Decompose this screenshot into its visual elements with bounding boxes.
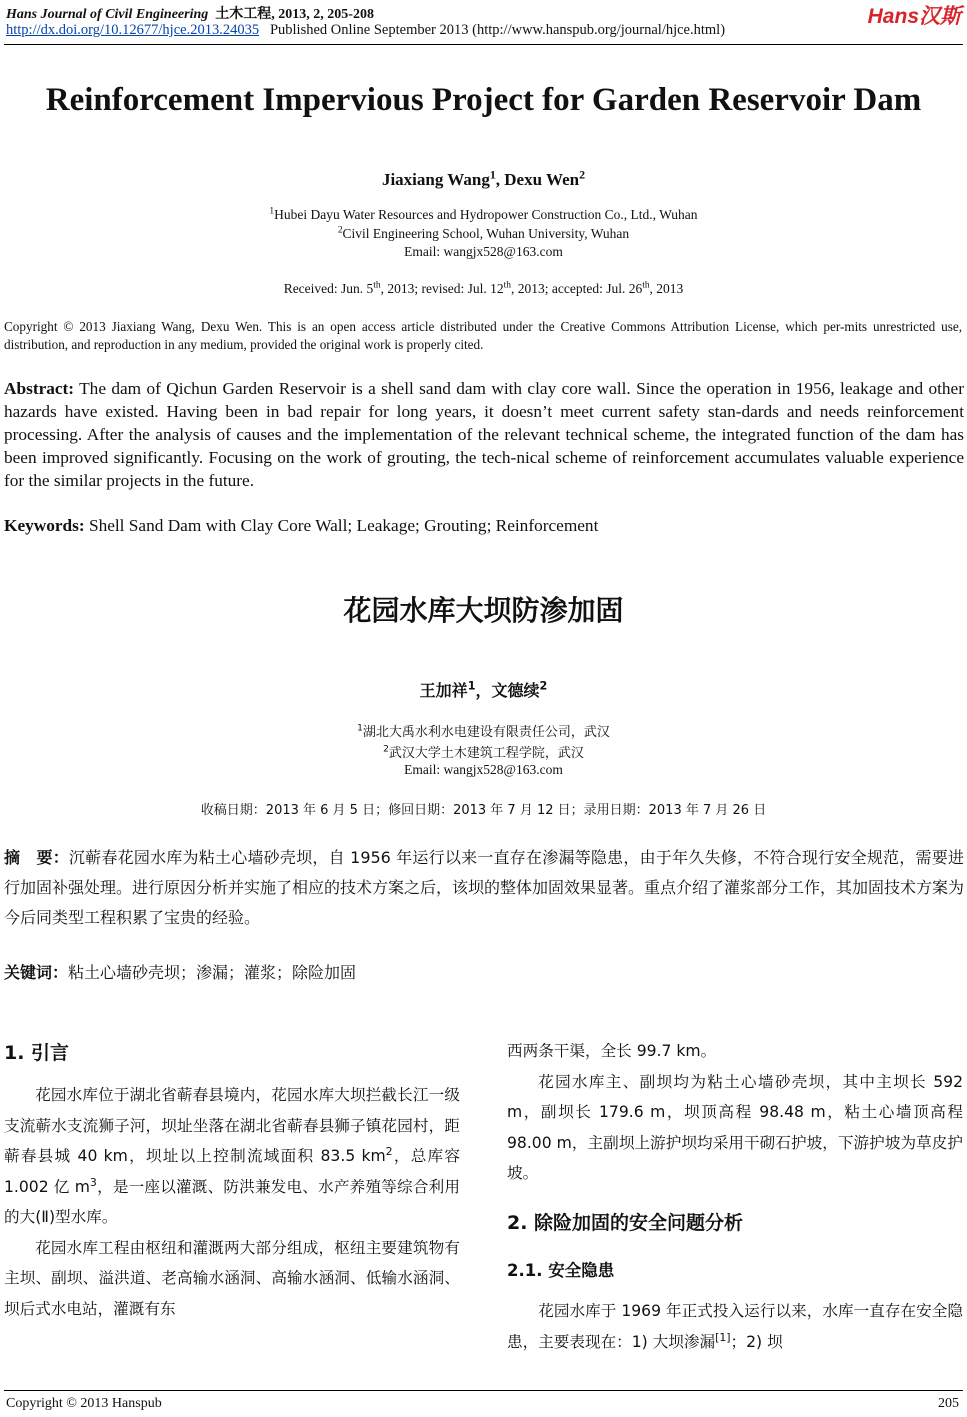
paragraph — [4, 1080, 460, 1233]
accepted-date: , 2013; accepted: Jul. 26 — [510, 281, 643, 296]
year: , 2013 — [649, 281, 684, 296]
author-affil-mark: 1 — [467, 679, 476, 693]
author-separator: ， — [475, 681, 492, 700]
right-column — [507, 1036, 963, 1189]
footer-rule — [4, 1390, 963, 1391]
paragraph-text: 花园水库于 1969 年正式投入运行以来，水库一直存在安全隐患，主要表现在：1) 大坝渗漏 — [507, 1302, 963, 1351]
affil-text: Hubei Dayu Water Resources and Hydropower Construction Co., Ltd., Wuhan — [274, 207, 698, 222]
chinese-keywords — [4, 960, 356, 983]
right-column-continued — [507, 1296, 963, 1357]
affil-text: 武汉大学土木建筑工程学院，武汉 — [388, 746, 584, 761]
chinese-author-list — [0, 678, 967, 701]
dates-line — [0, 281, 967, 297]
chinese-keywords-text: 粘土心墙砂壳坝；渗漏；灌浆；除险加固 — [68, 963, 357, 982]
affil-number: 2 — [337, 225, 343, 236]
footer-copyright: Copyright © 2013 Hanspub — [6, 1396, 162, 1411]
paragraph-text: ；2) 坝 — [730, 1332, 783, 1351]
author-name: Jiaxiang Wang — [381, 170, 490, 189]
section-2-1-heading: 2.1. 安全隐患 — [507, 1261, 615, 1280]
paragraph-text: ，是一座以灌溉、防洪兼发电、水产养殖等综合利用的大(Ⅱ)型水库。 — [4, 1177, 460, 1226]
citation-ref: [1] — [715, 1330, 731, 1344]
doi-link[interactable]: http://dx.doi.org/10.12677/hjce.2013.24035 — [6, 22, 260, 38]
author-affil-mark: 2 — [539, 679, 548, 693]
doi-line — [6, 22, 725, 39]
hans-logo: Hans汉斯 — [867, 5, 961, 28]
paragraph-continuation: 西两条干渠，全长 99.7 km。 — [507, 1042, 717, 1060]
page-number: 205 — [938, 1396, 959, 1411]
abstract — [4, 377, 964, 492]
keywords — [4, 516, 598, 536]
author-email: Email: wangjx528@163.com — [404, 244, 563, 259]
section-2-heading: 2. 除险加固的安全问题分析 — [507, 1212, 744, 1234]
chinese-email: Email: wangjx528@163.com — [404, 762, 563, 777]
affiliation-2 — [0, 226, 967, 242]
chinese-abstract-text: 沉蕲春花园水库为粘土心墙砂壳坝，自 1956 年运行以来一直存在渗漏等隐患，由于年久失修，不符合现行安全规范，需要进行加固补强处理。进行原因分析并实施了相应的技术方案之后，该坝的整体加固效果显著。重点介绍了灌浆部分工作，其加固技术方案为今后同类型工程积累了宝贵的经验。 — [4, 848, 965, 927]
author-separator: , — [495, 170, 505, 189]
ordinal: th — [642, 280, 650, 291]
paragraph-text: ，总库容 1.002 亿 m — [4, 1147, 460, 1196]
published-online: Published Online September 2013 (http://www.hanspub.org/journal/hjce.html) — [269, 22, 726, 38]
affil-number: 2 — [383, 744, 389, 755]
chinese-dates: 收稿日期：2013 年 6 月 5 日；修回日期：2013 年 7 月 12 日；录用日期：2013 年 7 月 26 日 — [200, 803, 767, 818]
paragraph — [507, 1296, 963, 1357]
left-column — [4, 1080, 460, 1324]
ordinal: th — [373, 280, 381, 291]
chinese-abstract-label: 摘 要： — [4, 848, 69, 867]
affil-number: 1 — [357, 723, 363, 734]
author-list — [0, 167, 967, 190]
paper-title: Reinforcement Impervious Project for Garden Reservoir Dam — [45, 82, 922, 118]
chinese-title: 花园水库大坝防渗加固 — [343, 594, 624, 627]
affiliation-1 — [0, 207, 967, 223]
paragraph: 花园水库主、副坝均为粘土心墙砂壳坝，其中主坝长 592 m，副坝长 179.6 m，坝顶高程 98.48 m，粘土心墙顶高程 98.00 m，主副坝上游护坝均采用干砌石护坡，下游护坡为草皮护坡。 — [507, 1072, 963, 1182]
author-name: 王加祥 — [419, 681, 468, 700]
affil-text: Civil Engineering School, Wuhan University, Wuhan — [342, 226, 630, 241]
author-affil-mark: 1 — [489, 167, 496, 182]
header-rule — [4, 44, 963, 45]
author-name: Dexu Wen — [504, 170, 580, 189]
ordinal: th — [503, 280, 511, 291]
copyright-notice: Copyright © 2013 Jiaxiang Wang, Dexu Wen. This is an open access article distributed under the Creative Commons Attribution License, which per-mits unrestricted use, distribution, and reproduction in any medium, provided the original work is properly cited. — [4, 319, 962, 352]
journal-volume: 土木工程, 2013, 2, 205-208 — [215, 7, 374, 22]
paragraph: 花园水库工程由枢纽和灌溉两大部分组成，枢纽主要建筑物有主坝、副坝、溢洪道、老高输水涵洞、高输水涵洞、低输水涵洞、坝后式水电站，灌溉有东 — [4, 1238, 460, 1318]
chinese-affiliation-2 — [0, 742, 967, 761]
journal-title: Hans Journal of Civil Engineering — [6, 7, 209, 22]
keywords-label: Keywords: — [4, 516, 85, 535]
author-affil-mark: 2 — [579, 167, 586, 182]
journal-name — [6, 3, 374, 23]
chinese-keywords-label: 关键词： — [4, 963, 69, 982]
affil-text: 湖北大禹水利水电建设有限责任公司，武汉 — [362, 725, 610, 740]
superscript: 2 — [385, 1144, 393, 1158]
abstract-text: The dam of Qichun Garden Reservoir is a shell sand dam with clay core wall. Since the operation in 1956, leakage and other hazards have existed. Having been in bad repair for long years, it doesn’t meet current safety stan-dards and needs reinforcement processing. After the analysis of causes and the implementation of the relevant technical scheme, the integrated function of the dam has been improved significantly. Focusing on the work of grouting, the tech-nical scheme of reinforcement accumulates valuable experience for the similar projects in the future. — [4, 379, 964, 490]
revised-date: , 2013; revised: Jul. 12 — [380, 281, 504, 296]
author-name: 文德续 — [491, 681, 540, 700]
affil-number: 1 — [269, 206, 275, 217]
abstract-label: Abstract: — [4, 379, 75, 398]
received-date: Received: Jun. 5 — [283, 281, 374, 296]
chinese-abstract — [4, 843, 964, 933]
section-1-heading: 1. 引言 — [4, 1042, 70, 1064]
keywords-text: Shell Sand Dam with Clay Core Wall; Leakage; Grouting; Reinforcement — [84, 516, 599, 535]
chinese-affiliation-1 — [0, 721, 967, 740]
superscript: 3 — [89, 1175, 97, 1189]
paragraph-text: 花园水库位于湖北省蕲春县境内，花园水库大坝拦截长江一级支流蕲水支流狮子河，坝址坐落在湖北省蕲春县狮子镇花园村，距蕲春县城 40 km，坝址以上控制流域面积 83.5 km — [4, 1086, 460, 1165]
